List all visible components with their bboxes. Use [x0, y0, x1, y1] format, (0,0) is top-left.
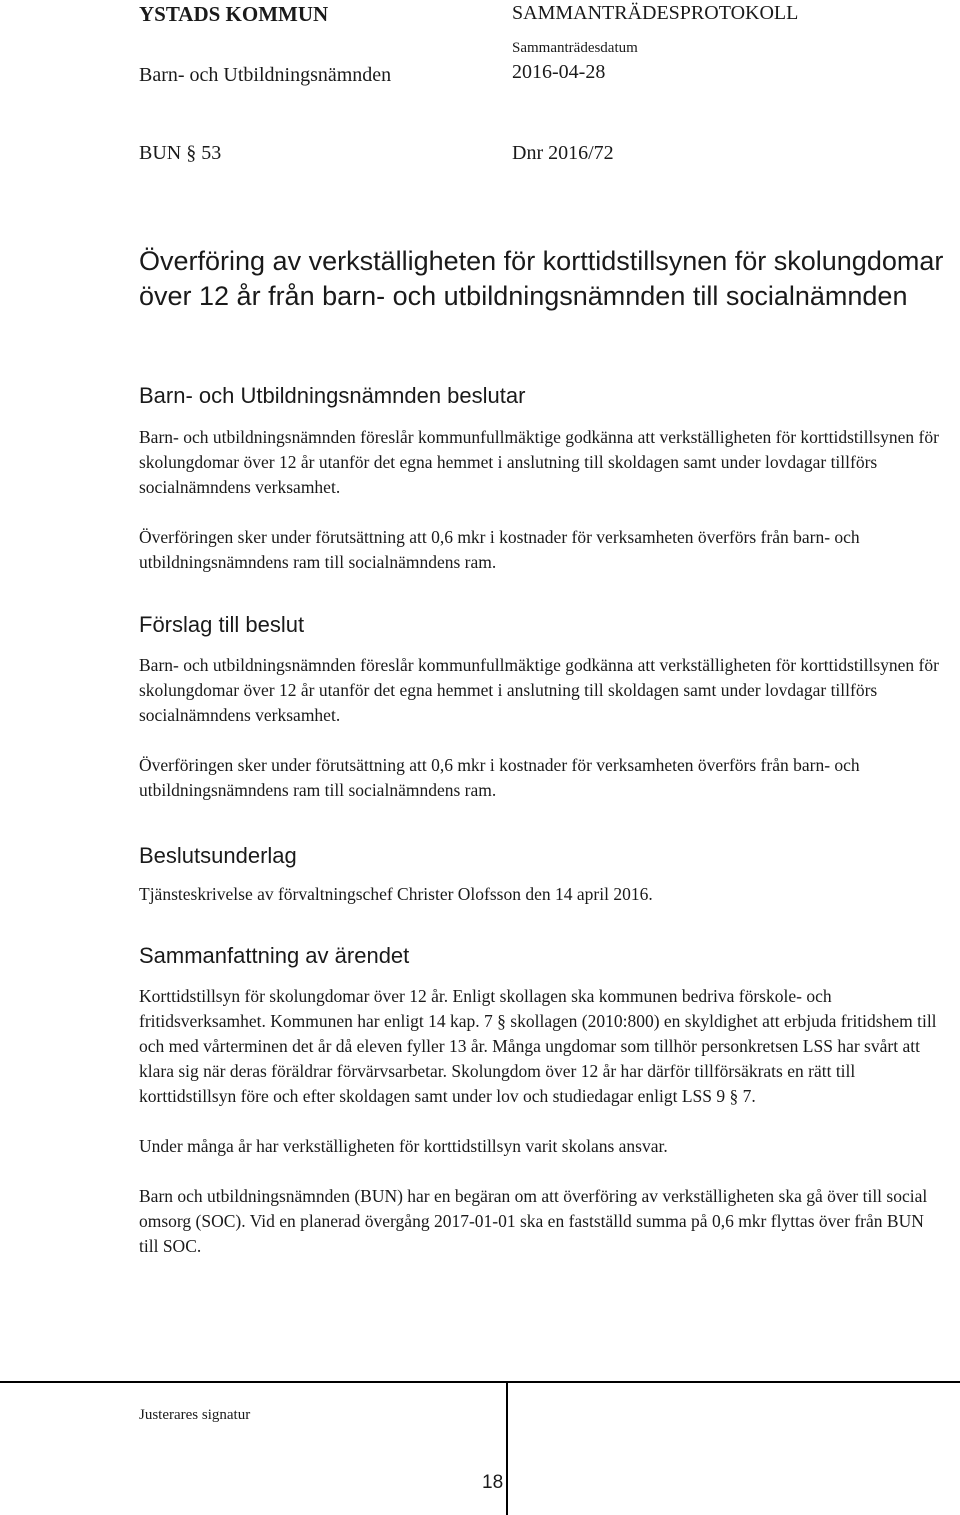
- page-number: 18: [482, 1472, 504, 1493]
- decision-paragraph: Barn- och utbildningsnämnden föreslår kommunfullmäktige godkänna att verkställigheten för korttidstillsynen för skolungdomar över 12 år utanför det egna hemmet i anslutning till skoldagen samt under lovdagar tillförs socialnämndens verksamhet.: [139, 427, 939, 497]
- decision-paragraph: Överföringen sker under förutsättning att 0,6 mkr i kostnader för verksamheten överförs från barn- och utbildningsnämndens ram till socialnämndens ram.: [139, 527, 860, 572]
- section-number: BUN § 53: [139, 142, 222, 164]
- meeting-date-label: Sammanträdesdatum: [512, 40, 638, 56]
- decision-section: [139, 425, 939, 575]
- proposal-heading: Förslag till beslut: [139, 612, 305, 637]
- document-type: SAMMANTRÄDESPROTOKOLL: [512, 2, 799, 24]
- meeting-date: 2016-04-28: [512, 61, 606, 83]
- municipality-name: YSTADS KOMMUN: [139, 2, 329, 26]
- summary-paragraph: Barn och utbildningsnämnden (BUN) har en begäran om att överföring av verkställigheten ska gå över till social omsorg (SOC). Vid en planerad övergång 2017-01-01 ska en fastställd summa på 0,6 mkr flyttas över från BUN till SOC.: [139, 1186, 928, 1256]
- footer-column-divider: [506, 1381, 508, 1515]
- proposal-section: [139, 653, 939, 803]
- diary-number: Dnr 2016/72: [512, 142, 614, 164]
- summary-paragraph: Korttidstillsyn för skolungdomar över 12 år. Enligt skollagen ska kommunen bedriva förskole- och fritidsverksamhet. Kommunen har enligt 14 kap. 7 § skollagen (2010:800) en skyldighet att erbjuda fritidshem till och med vårterminen det år då eleven fyller 13 år. Många ungdomar som tillhör personkretsen LSS har svårt att klara sig när deras föräldrar förvärvsarbetar. Skolungdom över 12 år har därför tillförsäkrats en rätt till korttidstillsyn före och efter skoldagen samt under lov och studiedagar enligt LSS 9 § 7.: [139, 986, 937, 1106]
- footer-divider: [0, 1381, 960, 1383]
- basis-text: Tjänsteskrivelse av förvaltningschef Christer Olofsson den 14 april 2016.: [139, 884, 653, 904]
- decision-heading: Barn- och Utbildningsnämnden beslutar: [139, 383, 526, 408]
- summary-heading: Sammanfattning av ärendet: [139, 943, 410, 968]
- summary-section: [139, 984, 939, 1259]
- proposal-paragraph: Överföringen sker under förutsättning att 0,6 mkr i kostnader för verksamheten överförs från barn- och utbildningsnämndens ram till socialnämndens ram.: [139, 755, 860, 800]
- basis-heading: Beslutsunderlag: [139, 843, 297, 868]
- proposal-paragraph: Barn- och utbildningsnämnden föreslår kommunfullmäktige godkänna att verkställigheten för korttidstillsynen för skolungdomar över 12 år utanför det egna hemmet i anslutning till skoldagen samt under lovdagar tillförs socialnämndens verksamhet.: [139, 655, 939, 725]
- summary-paragraph: Under många år har verkställigheten för korttidstillsyn varit skolans ansvar.: [139, 1136, 668, 1156]
- committee-name: Barn- och Utbildningsnämnden: [139, 64, 392, 86]
- signature-label: Justerares signatur: [139, 1407, 251, 1423]
- document-title: Överföring av verkställigheten för korttidstillsynen för skolungdomar över 12 år från barn- och utbildningsnämnden till socialnämnden: [139, 246, 944, 311]
